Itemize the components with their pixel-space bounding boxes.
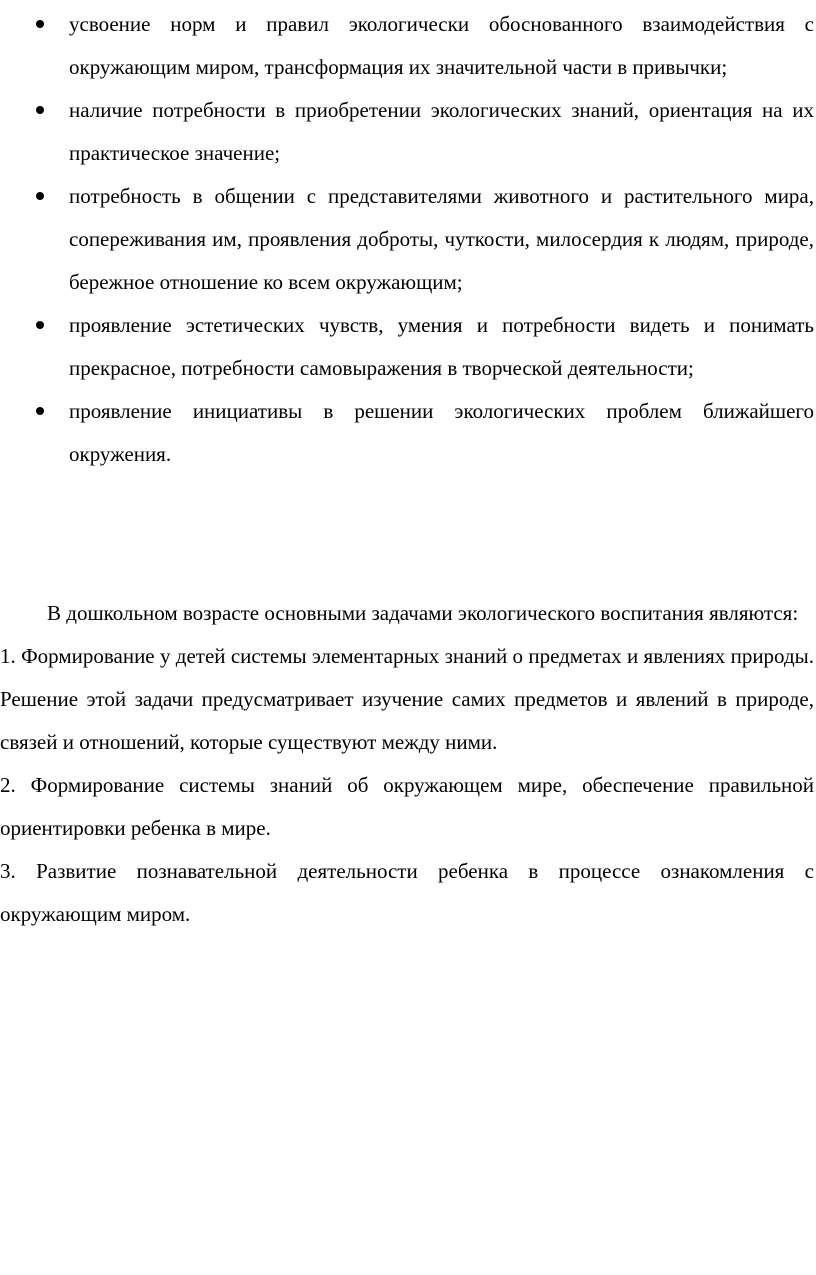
task-item-3: 3. Развитие познавательной деятельности ребенка в процессе ознакомления с окружающим миром. [0, 859, 814, 926]
list-item-text: проявление инициативы в решении экологических проблем ближайшего окружения. [69, 399, 814, 466]
list-item-text: потребность в общении с представителями животного и растительного мира, сопереживания им, проявления доброты, чуткости, милосердия к людям, природе, бережное отношение ко всем окружающим; [69, 184, 814, 294]
list-item-text: наличие потребности в приобретении экологических знаний, ориентация на их практическое значение; [69, 98, 814, 165]
list-item-text: усвоение норм и правил экологически обоснованного взаимодействия с окружающим миром, трансформация их значительной части в привычки; [69, 12, 814, 79]
bullet-icon [36, 106, 44, 114]
bullet-icon [36, 321, 44, 329]
list-item [0, 3, 816, 89]
list-item [0, 89, 816, 175]
list-item [0, 175, 816, 304]
list-item [0, 304, 816, 390]
list-item-text: проявление эстетических чувств, умения и потребности видеть и понимать прекрасное, потребности самовыражения в творческой деятельности; [69, 313, 814, 380]
list-item [0, 390, 816, 476]
intro-paragraph: В дошкольном возрасте основными задачами экологического воспитания являются: [47, 601, 799, 625]
task-item-2: 2. Формирование системы знаний об окружающем мире, обеспечение правильной ориентировки ребенка в мире. [0, 773, 814, 840]
bullet-icon [36, 407, 44, 415]
bullet-list [0, 3, 816, 476]
bullet-icon [36, 192, 44, 200]
bullet-icon [36, 20, 44, 28]
body-text [0, 592, 814, 936]
task-item-1: 1. Формирование у детей системы элементарных знаний о предметах и явлениях природы. Решение этой задачи предусматривает изучение самих предметов и явлений в природе, связей и отношений, которые существуют между ними. [0, 644, 814, 754]
